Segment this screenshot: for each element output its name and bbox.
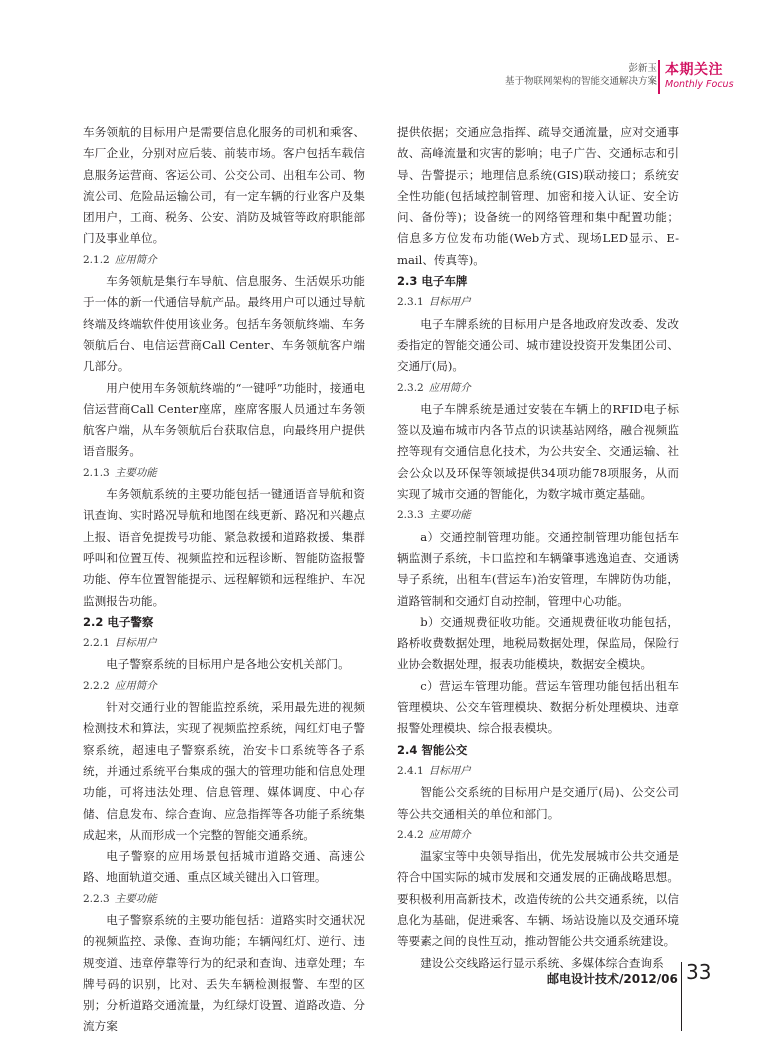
section-heading: 2.3 电子车牌	[397, 274, 468, 289]
subsection-label: 应用简介	[114, 253, 157, 266]
section-heading: 2.2 电子警察	[83, 614, 154, 629]
paragraph: 针对交通行业的智能监控系统，采用最先进的视频检测技术和算法，实现了视频监控系统，闯红灯电子警察系统，超速电子警察系统，治安卡口系统等各子系统，并通过系统平台集成的强大的管理功能和信息处理功能，可将违法处理、信息管理、媒体调度、中心存储、信息发布、综合查询、应急指挥等各功能子系统集成起来，从而形成一个完整的智能交通系统。	[83, 700, 365, 842]
subsection-number: 2.2.3	[83, 892, 110, 905]
section-heading: 2.4 智能公交	[397, 742, 468, 757]
journal-footer: 邮电设计技术/2012/06	[547, 972, 678, 986]
subsection-number: 2.3.2	[397, 381, 424, 394]
paragraph: 温家宝等中央领导指出，优先发展城市公共交通是符合中国实际的城市发展和交通发展的正确战略思想。要积极利用高新技术，改造传统的公共交通系统，以信息化为基础，促进乘客、车辆、场站设施以及交通环境等要素之间的良性互动，推动智能公共交通系统建设。	[397, 849, 679, 949]
column-tag	[665, 62, 734, 91]
column-name-en: Monthly Focus	[665, 79, 734, 90]
subsection-heading	[397, 505, 679, 526]
paragraph: 车务领航的目标用户是需要信息化服务的司机和乘客、车厂企业，分别对应后装、前装市场。客户包括车载信息服务运营商、客运公司、公交公司、出租车公司、物流公司、危险品运输公司，有一定车辆的行业客户及集团用户，工商、税务、公安、消防及城管等政府职能部门及事业单位。	[83, 125, 365, 246]
subsection-number: 2.4.1	[397, 764, 424, 777]
subsection-label: 目标用户	[428, 296, 471, 309]
paragraph: 智能公交系统的目标用户是交通厅(局)、公交公司等公共交通相关的单位和部门。	[397, 785, 679, 821]
header-title: 基于物联网架构的智能交通解决方案	[504, 76, 657, 87]
header-divider	[658, 60, 660, 94]
subsection-heading	[83, 889, 365, 910]
footer-divider	[681, 962, 682, 1031]
subsection-heading	[397, 292, 679, 313]
subsection-heading	[83, 250, 365, 271]
subsection-heading	[83, 633, 365, 654]
page-number: 33	[686, 960, 712, 984]
paragraph: 提供依据；交通应急指挥、疏导交通流量，应对交通事故、高峰流量和灾害的影响；电子广告、交通标志和引导、告警提示；地理信息系统(GIS)联动接口；系统安全性功能(包括域控制管理、加密和接入认证、安全访问、备份等)；设备统一的网络管理和集中配置功能；信息多方位发布功能(Web方式、现场LED显示、E-mail、传真等)。	[397, 125, 679, 267]
subsection-number: 2.3.1	[397, 296, 424, 309]
subsection-heading	[83, 463, 365, 484]
paragraph: 电子警察的应用场景包括城市道路交通、高速公路、地面轨道交通、重点区域关键出入口管理。	[83, 849, 365, 885]
subsection-number: 2.2.1	[83, 637, 110, 650]
subsection-label: 应用简介	[114, 679, 157, 692]
subsection-number: 2.4.2	[397, 828, 424, 841]
paragraph: 用户使用车务领航终端的“一键呼”功能时，接通电信运营商Call Center座席，座席客服人员通过车务领航客户端，从车务领航后台获取信息，向最终用户提供语音服务。	[83, 380, 365, 459]
subsection-label: 目标用户	[114, 637, 157, 650]
paragraph: 电子车牌系统的目标用户是各地政府发改委、发改委指定的智能交通公司、城市建设投资开发集团公司、交通厅(局)。	[397, 316, 679, 374]
paragraph: b）交通规费征收功能。交通规费征收功能包括，路桥收费数据处理，地税局数据处理，保监局，保险行业协会数据处理，报表功能模块，数据安全模块。	[397, 614, 679, 672]
subsection-number: 2.1.2	[83, 253, 110, 266]
left-column	[83, 122, 365, 1038]
paragraph: c）营运车管理功能。营运车管理功能包括出租车管理模块、公交车管理模块、数据分析处理模块、违章报警处理模块、综合报表模块。	[397, 678, 679, 736]
subsection-label: 主要功能	[428, 509, 471, 522]
subsection-number: 2.2.2	[83, 679, 110, 692]
subsection-number: 2.1.3	[83, 466, 110, 479]
paragraph: 建设公交线路运行显示系统、多媒体综合查询系	[420, 955, 664, 970]
subsection-label: 主要功能	[114, 466, 157, 479]
subsection-heading	[397, 761, 679, 782]
subsection-heading	[83, 676, 365, 697]
subsection-label: 应用简介	[428, 381, 471, 394]
subsection-label: 目标用户	[428, 764, 471, 777]
subsection-label: 主要功能	[114, 892, 157, 905]
paragraph: a）交通控制管理功能。交通控制管理功能包括车辆监测子系统，卡口监控和车辆肇事逃逸追查、交通诱导子系统，出租车(营运车)治安管理，车牌防伪功能，道路管制和交通灯自动控制，管理中心功能。	[397, 529, 679, 608]
subsection-label: 应用简介	[428, 828, 471, 841]
paragraph: 电子警察系统的目标用户是各地公安机关部门。	[106, 657, 350, 672]
subsection-heading	[397, 378, 679, 399]
header-author: 彭新玉	[628, 63, 657, 74]
paragraph: 车务领航是集行车导航、信息服务、生活娱乐功能于一体的新一代通信导航产品。最终用户可以通过导航终端及终端软件使用该业务。包括车务领航终端、车务领航后台、电信运营商Call Center、车务领航客户端几部分。	[83, 274, 365, 374]
running-header	[505, 62, 657, 88]
column-name-cn: 本期关注	[665, 62, 723, 78]
subsection-heading	[397, 825, 679, 846]
paragraph: 电子警察系统的主要功能包括：道路实时交通状况的视频监控、录像、查询功能；车辆闯红灯、逆行、违规变道、违章停靠等行为的纪录和查询、违章处理；车牌号码的识别，比对、丢失车辆检测报警、车型的区别；分析道路交通流量，为红绿灯设置、道路改造、分流方案	[83, 912, 365, 1034]
paragraph: 车务领航系统的主要功能包括一键通语音导航和资讯查询、实时路况导航和地图在线更新、路况和兴趣点上报、语音免提拨号功能、紧急救援和道路救援、集群呼叫和位置互传、视频监控和远程诊断、智能防盗报警功能、停车位置智能提示、远程解锁和远程维护、车况监测报告功能。	[83, 487, 365, 608]
subsection-number: 2.3.3	[397, 509, 424, 522]
right-column	[397, 122, 679, 974]
paragraph: 电子车牌系统是通过安装在车辆上的RFID电子标签以及遍布城市内各节点的识读基站网络，融合视频监控等现有交通信息化技术，为公共安全、交通运输、社会公众以及环保等领域提供34项功能78项服务，从而实现了城市交通的智能化，为数字城市奠定基础。	[397, 401, 679, 502]
